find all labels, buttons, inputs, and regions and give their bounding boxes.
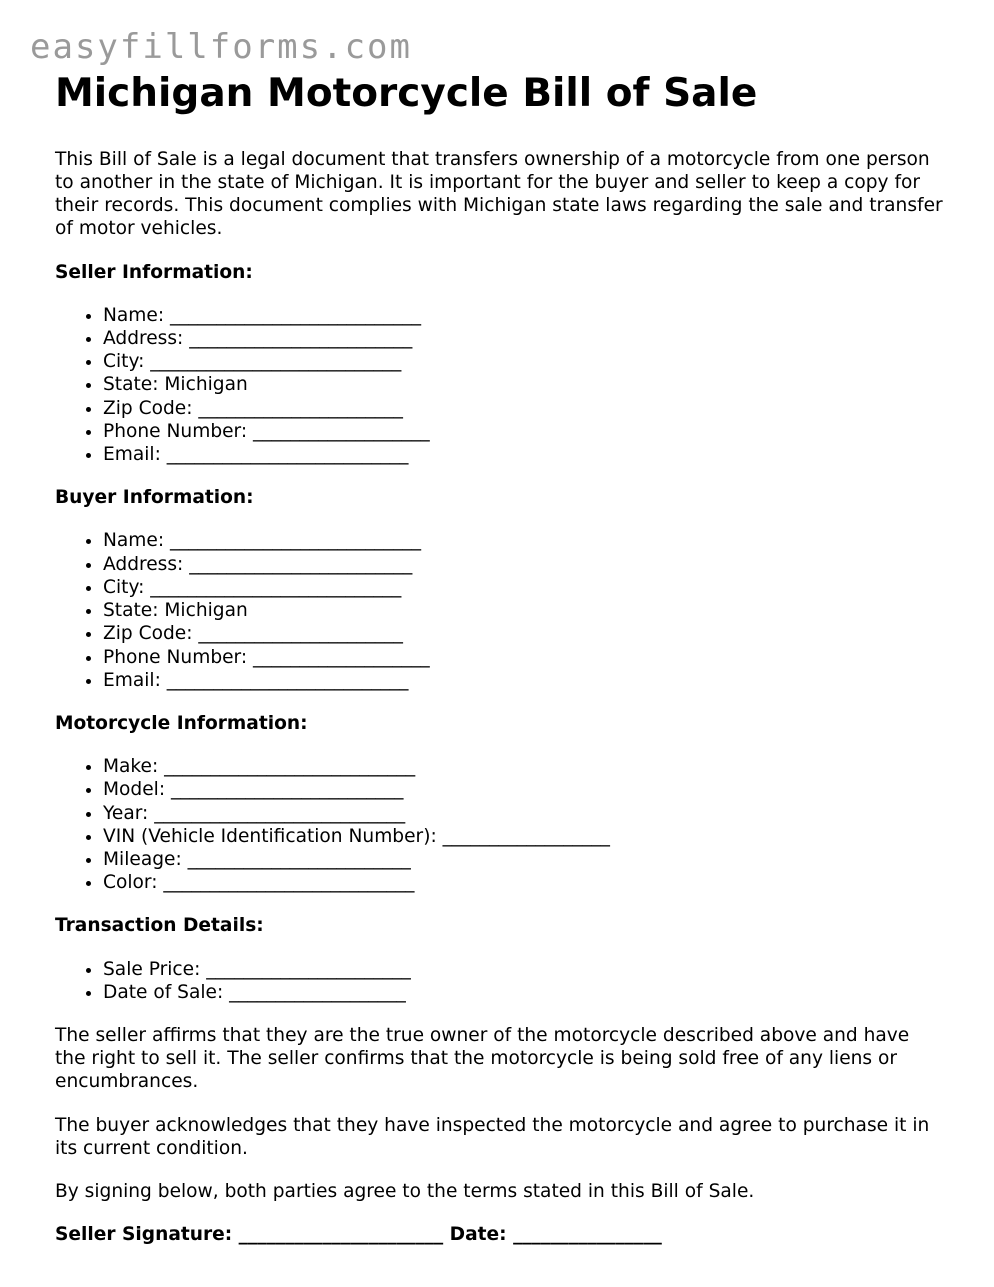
seller-email-field: • Email: __________________________ — [103, 443, 945, 466]
seller-signature-line: Seller Signature: ______________________ Date: ________________ — [55, 1224, 662, 1246]
buyer-email-field: • Email: __________________________ — [103, 669, 945, 692]
motorcycle-make-field: • Make: ___________________________ — [103, 755, 945, 778]
buyer-zip-field: • Zip Code: ______________________ — [103, 622, 945, 645]
motorcycle-vin-field: • VIN (Vehicle Identification Number): __________________ — [103, 825, 945, 848]
buyer-state-field: • State: Michigan — [103, 599, 945, 622]
seller-state-field: • State: Michigan — [103, 373, 945, 396]
seller-name-field: • Name: ___________________________ — [103, 304, 945, 327]
page-title: Michigan Motorcycle Bill of Sale — [55, 71, 758, 116]
document-body — [55, 72, 945, 1246]
transaction-heading: Transaction Details: — [55, 915, 264, 937]
seller-address-field: • Address: ________________________ — [103, 327, 945, 350]
watermark: easyfillforms.com — [30, 27, 412, 67]
sale-date-field: • Date of Sale: ___________________ — [103, 981, 945, 1004]
transaction-list — [55, 958, 945, 1004]
buyer-list — [55, 529, 945, 691]
motorcycle-list — [55, 755, 945, 894]
buyer-name-field: • Name: ___________________________ — [103, 529, 945, 552]
motorcycle-mileage-field: • Mileage: ________________________ — [103, 848, 945, 871]
motorcycle-year-field: • Year: ___________________________ — [103, 802, 945, 825]
sale-price-field: • Sale Price: ______________________ — [103, 958, 945, 981]
seller-phone-field: • Phone Number: ___________________ — [103, 420, 945, 443]
seller-city-field: • City: ___________________________ — [103, 350, 945, 373]
motorcycle-color-field: • Color: ___________________________ — [103, 871, 945, 894]
buyer-address-field: • Address: ________________________ — [103, 553, 945, 576]
buyer-phone-field: • Phone Number: ___________________ — [103, 646, 945, 669]
buyer-acknowledgement: The buyer acknowledges that they have inspected the motorcycle and agree to purchase it in its current condition. — [55, 1114, 930, 1159]
seller-zip-field: • Zip Code: ______________________ — [103, 397, 945, 420]
seller-affirmation: The seller affirms that they are the true owner of the motorcycle described above and have the right to sell it. The seller confirms that the motorcycle is being sold free of any liens or encumbrances. — [55, 1024, 910, 1093]
signing-note: By signing below, both parties agree to the terms stated in this Bill of Sale. — [55, 1180, 755, 1202]
intro-paragraph: This Bill of Sale is a legal document that transfers ownership of a motorcycle from one person to another in the state of Michigan. It is important for the buyer and seller to keep a copy for their records. This document complies with Michigan state laws regarding the sale and transfer of motor vehicles. — [55, 148, 943, 240]
motorcycle-heading: Motorcycle Information: — [55, 712, 308, 734]
motorcycle-model-field: • Model: _________________________ — [103, 778, 945, 801]
seller-heading: Seller Information: — [55, 261, 253, 283]
buyer-city-field: • City: ___________________________ — [103, 576, 945, 599]
seller-list — [55, 304, 945, 466]
buyer-heading: Buyer Information: — [55, 487, 254, 509]
